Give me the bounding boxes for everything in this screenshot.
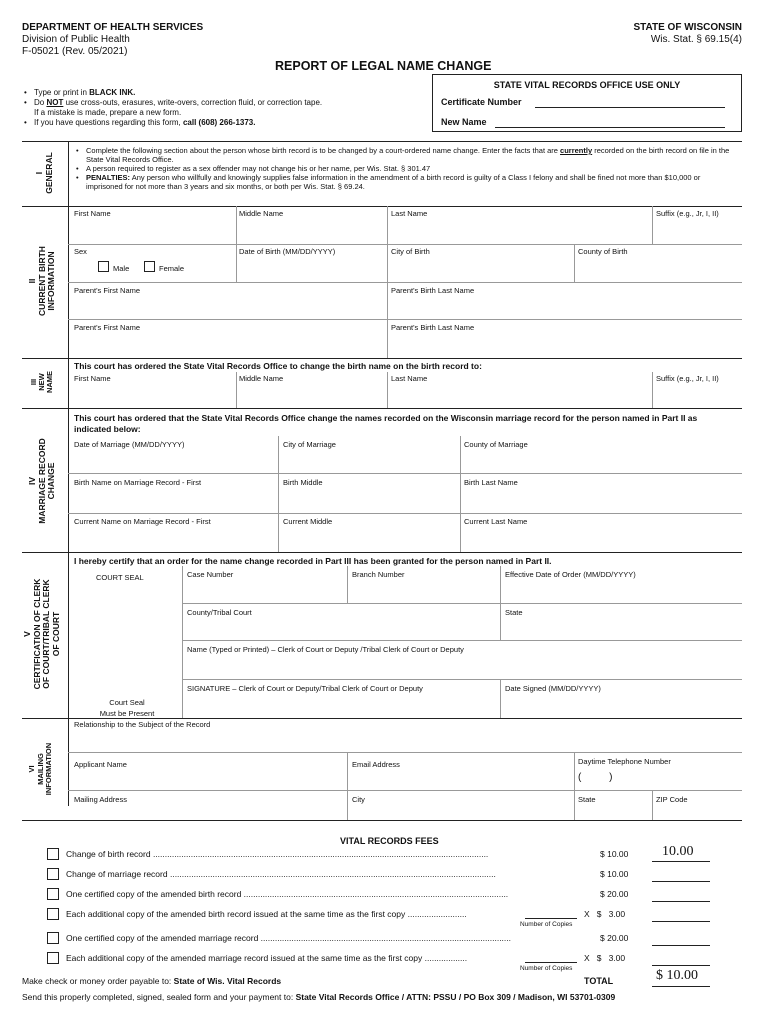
certificate-number-label: Certificate Number xyxy=(441,97,522,107)
fee-row-6: Each additional copy of the amended marriage record issued at the same time as the first copy .................. xyxy=(66,953,468,963)
marriage-birth-first-label: Birth Name on Marriage Record - First xyxy=(74,478,202,487)
statute: Wis. Stat. § 69.15(4) xyxy=(650,34,742,45)
marriage-birth-last-label: Birth Last Name xyxy=(464,478,518,487)
division-name: Division of Public Health xyxy=(22,34,130,45)
date-signed-label: Date Signed (MM/DD/YYYY) xyxy=(505,684,601,693)
parent1-first-label: Parent's First Name xyxy=(74,286,141,295)
form-number: F-05021 (Rev. 05/2021) xyxy=(22,46,128,57)
page-title: REPORT OF LEGAL NAME CHANGE xyxy=(275,59,492,73)
copies-field-1[interactable] xyxy=(525,918,577,919)
applicant-name-label: Applicant Name xyxy=(74,760,127,769)
birth-middle-name-label: Middle Name xyxy=(239,209,284,218)
fee-checkbox-6[interactable] xyxy=(47,952,59,964)
effective-date-label: Effective Date of Order (MM/DD/YYYY) xyxy=(505,570,636,579)
birth-first-name-label: First Name xyxy=(74,209,111,218)
section-marriage-label: IV MARRIAGE RECORD CHANGE xyxy=(27,438,56,524)
section-general-label: I GENERAL xyxy=(34,152,54,194)
court-seal-note: Court Seal Must be Present xyxy=(99,698,155,718)
fee-row-5: One certified copy of the amended marriage record .......................................................................................................... xyxy=(66,933,511,943)
fee-row-1: Change of birth record .............................................................................................................................................. xyxy=(66,849,489,859)
branch-number-label: Branch Number xyxy=(352,570,405,579)
fee-checkbox-3[interactable] xyxy=(47,888,59,900)
email-label: Email Address xyxy=(352,760,400,769)
instructions xyxy=(22,88,422,128)
instruction-mistake: If a mistake is made, prepare a new form. xyxy=(34,108,182,117)
new-name-heading: This court has ordered the State Vital Records Office to change the birth name on the birth record to: xyxy=(74,361,482,371)
fee-price-3: $ 20.00 xyxy=(600,889,629,899)
section-newname-label: III NEW NAME xyxy=(29,370,54,394)
instruction-questions: • If you have questions regarding this form, call (608) 266-1373. xyxy=(22,118,422,128)
marriage-current-middle-label: Current Middle xyxy=(283,517,333,526)
total-label: TOTAL xyxy=(584,976,614,986)
section-mailing-label: VI MAILING INFORMATION xyxy=(27,742,53,796)
fee-price-2: $ 10.00 xyxy=(600,869,629,879)
general-bullet-2: • A person required to register as a sex offender may not change his or her name, per Wis. Stat. § 301.47 xyxy=(74,164,738,173)
sex-label: Sex xyxy=(74,247,87,256)
new-last-name-label: Last Name xyxy=(391,374,428,383)
county-of-birth-label: County of Birth xyxy=(578,247,628,256)
fee-price-4: X $ 3.00 xyxy=(584,909,626,919)
clerk-heading: I hereby certify that an order for the name change recorded in Part III has been granted for the person named in Part II. xyxy=(74,556,552,566)
mailing-address-label: Mailing Address xyxy=(74,795,127,804)
mailing-state-label: State xyxy=(578,795,596,804)
header-left xyxy=(22,22,203,58)
payable-to: Make check or money order payable to: State of Wis. Vital Records xyxy=(22,976,282,986)
new-name-field[interactable] xyxy=(495,127,725,128)
fee-checkbox-5[interactable] xyxy=(47,932,59,944)
fee-value-1: 10.00 xyxy=(662,844,694,859)
total-value: $ 10.00 xyxy=(656,968,698,983)
section-clerk-label: V CERTIFICATION OF CLERK OF COURT/TRIBAL CLERK OF COURT xyxy=(22,578,61,690)
new-middle-name-label: Middle Name xyxy=(239,374,284,383)
clerk-signature-label: SIGNATURE – Clerk of Court or Deputy/Tribal Clerk of Court or Deputy xyxy=(187,684,423,693)
fee-price-6: X $ 3.00 xyxy=(584,953,626,963)
parent1-last-label: Parent's Birth Last Name xyxy=(391,286,475,295)
marriage-heading: This court has ordered that the State Vital Records Office change the names recorded on the Wisconsin marriage record for the person named in Part II as indicated below: xyxy=(74,413,698,434)
fee-row-3: One certified copy of the amended birth record ................................................................................................................ xyxy=(66,889,509,899)
fee-checkbox-2[interactable] xyxy=(47,868,59,880)
fee-amount-3[interactable] xyxy=(652,901,710,902)
general-bullet-1: • Complete the following section about the person whose birth record is to be changed by a court-ordered name change. Enter the facts that are currently recorded on the birth record on file in the State Vital Records Office. xyxy=(74,146,738,164)
copies-label-1: Number of Copies xyxy=(520,921,573,928)
new-first-name-label: First Name xyxy=(74,374,111,383)
marriage-birth-middle-label: Birth Middle xyxy=(283,478,323,487)
fee-price-5: $ 20.00 xyxy=(600,933,629,943)
state-name: STATE OF WISCONSIN xyxy=(633,22,742,33)
fee-price-1: $ 10.00 xyxy=(600,849,629,859)
court-state-label: State xyxy=(505,608,523,617)
dept-name: DEPARTMENT OF HEALTH SERVICES xyxy=(22,22,204,33)
copies-field-2[interactable] xyxy=(525,962,577,963)
mailing-zip-label: ZIP Code xyxy=(656,795,688,804)
office-use-title: STATE VITAL RECORDS OFFICE USE ONLY xyxy=(493,80,681,90)
city-of-birth-label: City of Birth xyxy=(391,247,430,256)
marriage-city-label: City of Marriage xyxy=(283,440,336,449)
instruction-no-crossouts: • Do NOT use cross-outs, erasures, write-overs, correction fluid, or correction tape. xyxy=(22,98,422,108)
fee-amount-4[interactable] xyxy=(652,921,710,922)
marriage-current-last-label: Current Last Name xyxy=(464,517,528,526)
case-number-label: Case Number xyxy=(187,570,234,579)
female-checkbox[interactable] xyxy=(144,261,155,272)
total-amount-field[interactable] xyxy=(652,986,710,987)
section-birth-label: II CURRENT BIRTH INFORMATION xyxy=(27,246,56,316)
parent2-first-label: Parent's First Name xyxy=(74,323,141,332)
fee-amount-5[interactable] xyxy=(652,945,710,946)
marriage-date-label: Date of Marriage (MM/DD/YYYY) xyxy=(74,440,185,449)
female-label: Female xyxy=(159,264,185,273)
male-label: Male xyxy=(113,264,130,273)
court-seal-label: COURT SEAL xyxy=(96,573,144,582)
fee-amount-1[interactable] xyxy=(652,861,710,862)
certificate-number-field[interactable] xyxy=(535,107,725,108)
fee-row-2: Change of marriage record .......................................................................................................................................... xyxy=(66,869,496,879)
fees-title: VITAL RECORDS FEES xyxy=(340,836,439,846)
instruction-ink: • Type or print in BLACK INK. xyxy=(22,88,422,98)
general-bullet-3: • PENALTIES: Any person who willfully and knowingly supplies false information in the amendment of a birth record is guilty of a Class I felony and shall be fined not more than $10,000 or imprisoned for not more than 3 years and six months, or both per Wis. Stat. § 69.24. xyxy=(74,173,738,191)
office-use-box xyxy=(432,74,742,132)
marriage-county-label: County of Marriage xyxy=(464,440,528,449)
dob-label: Date of Birth (MM/DD/YYYY) xyxy=(239,247,336,256)
send-to: Send this properly completed, signed, sealed form and your payment to: State Vital Records Office / ATTN: PSSU / PO Box 309 / Madison, WI 53701-0309 xyxy=(22,992,616,1002)
copies-label-2: Number of Copies xyxy=(520,965,573,972)
clerk-name-label: Name (Typed or Printed) – Clerk of Court or Deputy /Tribal Clerk of Court or Deputy xyxy=(187,645,464,654)
header-right xyxy=(633,22,742,46)
new-name-label: New Name xyxy=(441,117,487,127)
new-suffix-label: Suffix (e.g., Jr, I, II) xyxy=(656,374,719,383)
fee-amount-6[interactable] xyxy=(652,965,710,966)
general-bullets xyxy=(74,146,738,191)
fee-amount-2[interactable] xyxy=(652,881,710,882)
fee-row-4: Each additional copy of the amended birth record issued at the same time as the first copy ......................... xyxy=(66,909,467,919)
birth-last-name-label: Last Name xyxy=(391,209,428,218)
birth-suffix-label: Suffix (e.g., Jr, I, II) xyxy=(656,209,719,218)
county-court-label: County/Tribal Court xyxy=(187,608,252,617)
parent2-last-label: Parent's Birth Last Name xyxy=(391,323,475,332)
relationship-label: Relationship to the Subject of the Record xyxy=(74,720,211,729)
male-checkbox[interactable] xyxy=(98,261,109,272)
marriage-current-first-label: Current Name on Marriage Record - First xyxy=(74,517,211,526)
phone-parens: ( ) xyxy=(578,772,613,783)
mailing-city-label: City xyxy=(352,795,365,804)
fee-checkbox-1[interactable] xyxy=(47,848,59,860)
phone-label: Daytime Telephone Number xyxy=(578,757,671,766)
fee-checkbox-4[interactable] xyxy=(47,908,59,920)
